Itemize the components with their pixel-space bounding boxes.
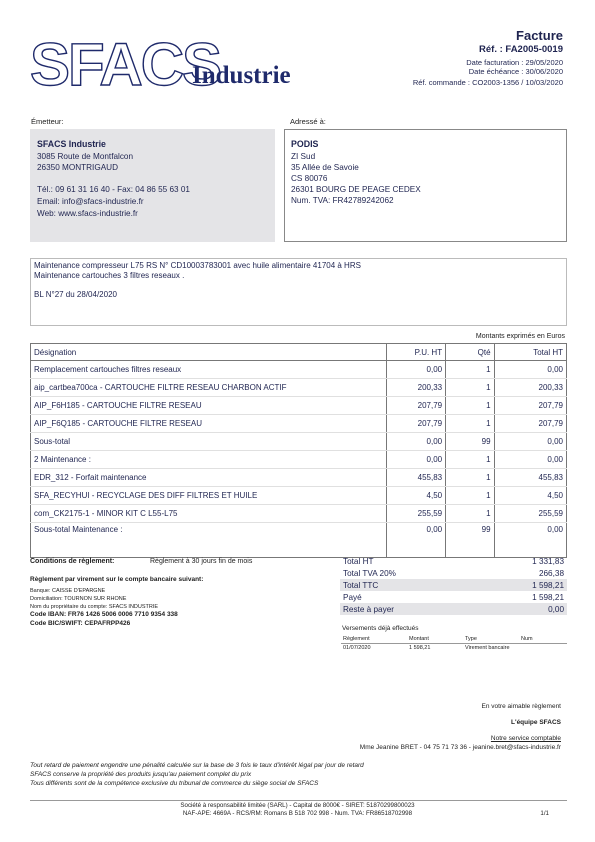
totals-row xyxy=(340,591,567,603)
recipient-line3: CS 80076 xyxy=(291,174,328,183)
recipient-line2: 35 Allée de Savoie xyxy=(291,163,359,172)
cell-pu: 0,00 xyxy=(386,433,446,451)
header-designation: Désignation xyxy=(31,344,387,361)
totals-label: Payé xyxy=(343,592,362,602)
cell-total: 0,00 xyxy=(494,361,566,379)
logo-suffix: Industrie xyxy=(192,62,291,89)
cell-qte: 1 xyxy=(446,487,494,505)
logo-brand: SFACS xyxy=(30,33,221,91)
invoice-due-date: Date échéance : 30/06/2020 xyxy=(468,67,563,76)
payments-header-montant: Montant xyxy=(407,635,463,644)
emitter-address1: 3085 Route de Montfalcon xyxy=(37,152,134,161)
cell-pu: 4,50 xyxy=(386,487,446,505)
totals-label: Total HT xyxy=(343,556,374,566)
legal-line2: SFACS conserve la propriété des produits jusqu'au paiement complet du prix xyxy=(30,771,252,778)
totals-row xyxy=(340,567,567,579)
cell-designation: aip_cartbea700ca - CARTOUCHE FILTRE RESEAU CHARBON ACTIF xyxy=(31,379,387,397)
recipient-label: Adressé à: xyxy=(290,117,326,126)
cell-designation: EDR_312 - Forfait maintenance xyxy=(31,469,387,487)
cell-designation: 2 Maintenance : xyxy=(31,451,387,469)
recipient-box xyxy=(284,129,567,242)
cell-qte: 99 xyxy=(446,433,494,451)
emitter-label: Émetteur: xyxy=(31,117,64,126)
currency-note: Montants exprimés en Euros xyxy=(475,333,565,340)
payments-header-row xyxy=(341,635,567,644)
page-number: 1/1 xyxy=(540,810,549,817)
cell-designation: Sous-total xyxy=(31,433,387,451)
cell-total: 0,00 xyxy=(494,523,566,558)
table-row xyxy=(31,379,567,397)
emitter-address2: 26350 MONTRIGAUD xyxy=(37,163,118,172)
totals-value: 1 598,21 xyxy=(532,592,564,602)
header-total: Total HT xyxy=(494,344,566,361)
bank-title: Règlement par virement sur le compte bancaire suivant: xyxy=(30,576,204,583)
totals-row xyxy=(340,603,567,615)
table-row xyxy=(31,451,567,469)
cell-qte: 1 xyxy=(446,361,494,379)
table-row xyxy=(31,397,567,415)
cell-total: 207,79 xyxy=(494,397,566,415)
description-box xyxy=(30,258,567,326)
cell-pu: 207,79 xyxy=(386,415,446,433)
description-line2: Maintenance cartouches 3 filtres reseaux . xyxy=(34,270,185,280)
legal-line3: Tous différents sont de la compétence exclusive du tribunal de commerce du siège social de SFACS xyxy=(30,780,319,787)
payment-reglement: 01/07/2020 xyxy=(343,645,371,651)
cell-designation: SFA_RECYHUI - RECYCLAGE DES DIFF FILTRES ET HUILE xyxy=(31,487,387,505)
invoice-ref: Réf. : FA2005-0019 xyxy=(479,44,563,55)
payments-header-reglement: Règlement xyxy=(341,635,407,644)
totals-value: 1 598,21 xyxy=(478,579,567,591)
totals-label: Total TVA 20% xyxy=(343,568,396,578)
cell-qte: 99 xyxy=(446,523,494,558)
invoice-title: Facture xyxy=(516,28,563,43)
table-row xyxy=(31,523,567,558)
cell-total: 200,33 xyxy=(494,379,566,397)
cell-designation: Remplacement cartouches filtres reseaux xyxy=(31,361,387,379)
bank-name: Banque: CAISSE D'EPARGNE xyxy=(30,588,106,594)
recipient-line4: 26301 BOURG DE PEAGE CEDEX xyxy=(291,185,421,194)
bank-iban: Code IBAN: FR76 1426 5006 0006 7710 9354 338 xyxy=(30,611,178,618)
cell-total: 4,50 xyxy=(494,487,566,505)
cell-qte: 1 xyxy=(446,469,494,487)
payment-num xyxy=(519,644,567,653)
totals-row xyxy=(340,555,567,567)
totals-row xyxy=(340,579,567,591)
description-line3: BL N°27 du 28/04/2020 xyxy=(34,290,117,299)
table-header-row xyxy=(31,344,567,361)
totals-label: Reste à payer xyxy=(340,603,478,615)
recipient-line1: ZI Sud xyxy=(291,152,316,161)
bank-domiciliation: Domiciliation: TOURNON SUR RHONE xyxy=(30,596,127,602)
cell-designation: AIP_F6H185 - CARTOUCHE FILTRE RESEAU xyxy=(31,397,387,415)
header-qte: Qté xyxy=(446,344,494,361)
table-row xyxy=(31,487,567,505)
cell-pu: 0,00 xyxy=(386,451,446,469)
invoice-date: Date facturation : 29/05/2020 xyxy=(466,58,563,67)
cell-total: 255,59 xyxy=(494,505,566,523)
cell-pu: 455,83 xyxy=(386,469,446,487)
payment-type: Virement bancaire xyxy=(465,645,510,651)
cell-qte: 1 xyxy=(446,505,494,523)
cell-qte: 1 xyxy=(446,451,494,469)
totals-value: 266,38 xyxy=(538,568,564,578)
footer-divider xyxy=(30,800,567,801)
emitter-email[interactable]: Email: info@sfacs-industrie.fr xyxy=(37,197,144,206)
order-ref: Réf. commande : CO2003-1356 / 10/03/2020 xyxy=(412,78,563,87)
payment-montant: 1 598,21 xyxy=(409,645,431,651)
conditions-value: Règlement à 30 jours fin de mois xyxy=(150,558,253,565)
emitter-box xyxy=(30,129,275,242)
emitter-web[interactable]: Web: www.sfacs-industrie.fr xyxy=(37,209,138,218)
table-row xyxy=(31,469,567,487)
emitter-phone: Tél.: 09 61 31 16 40 - Fax: 04 86 55 63 01 xyxy=(37,185,190,194)
payment-row xyxy=(341,644,567,653)
cell-pu: 255,59 xyxy=(386,505,446,523)
items-table xyxy=(30,343,567,558)
payments-table xyxy=(341,635,567,652)
payments-header-num: Num xyxy=(519,635,567,644)
table-row xyxy=(31,505,567,523)
cell-designation: AIP_F6Q185 - CARTOUCHE FILTRE RESEAU xyxy=(31,415,387,433)
cell-pu: 200,33 xyxy=(386,379,446,397)
totals-value: 0,00 xyxy=(478,603,567,615)
footer-line1: Société à responsabilité limitée (SARL) - Capital de 8000€ - SIRET: 51870299800023 xyxy=(180,802,415,809)
table-row xyxy=(31,433,567,451)
totals-label: Total TTC xyxy=(340,579,478,591)
description-line1: Maintenance compresseur L75 RS N° CD10003783001 avec huile alimentaire 41704 à HRS xyxy=(34,261,361,270)
totals-table xyxy=(340,555,567,615)
recipient-vat: Num. TVA: FR42789242062 xyxy=(291,196,394,205)
legal-line1: Tout retard de paiement engendre une pénalité calculée sur la base de 3 fois le taux d'intérêt légal par jour de retard xyxy=(30,762,364,769)
bank-owner: Nom du propriétaire du compte: SFACS INDUSTRIE xyxy=(30,604,159,610)
cell-pu: 0,00 xyxy=(386,523,446,558)
cell-designation: com_CK2175-1 - MINOR KIT C L55-L75 xyxy=(31,505,387,523)
bank-bic: Code BIC/SWIFT: CEPAFRPP426 xyxy=(30,620,131,627)
cell-pu: 0,00 xyxy=(386,361,446,379)
payments-title: Versements déjà effectués xyxy=(342,625,419,632)
emitter-name: SFACS Industrie xyxy=(37,139,106,149)
accounting-contact: Mme Jeanine BRET - 04 75 71 73 36 - jeanine.bret@sfacs-industrie.fr xyxy=(359,744,561,751)
team-signature: L'équipe SFACS xyxy=(511,719,561,726)
table-row xyxy=(31,415,567,433)
accounting-service: Notre service comptable xyxy=(490,735,561,742)
cell-pu: 207,79 xyxy=(386,397,446,415)
footer-line2: NAF-APE: 4669A - RCS/RM: Romans B 518 702 998 - Num. TVA: FR86518702998 xyxy=(182,810,413,817)
conditions-title: Conditions de règlement: xyxy=(30,558,115,565)
table-row xyxy=(31,361,567,379)
company-logo xyxy=(30,33,320,91)
cell-total: 0,00 xyxy=(494,451,566,469)
totals-value: 1 331,83 xyxy=(532,556,564,566)
cell-qte: 1 xyxy=(446,397,494,415)
cell-qte: 1 xyxy=(446,415,494,433)
closing-text: En votre aimable règlement xyxy=(481,703,561,710)
cell-designation: Sous-total Maintenance : xyxy=(31,523,387,558)
payments-header-type: Type xyxy=(463,635,519,644)
cell-total: 207,79 xyxy=(494,415,566,433)
cell-total: 0,00 xyxy=(494,433,566,451)
recipient-name: PODIS xyxy=(291,139,319,149)
cell-total: 455,83 xyxy=(494,469,566,487)
cell-qte: 1 xyxy=(446,379,494,397)
header-pu: P.U. HT xyxy=(386,344,446,361)
